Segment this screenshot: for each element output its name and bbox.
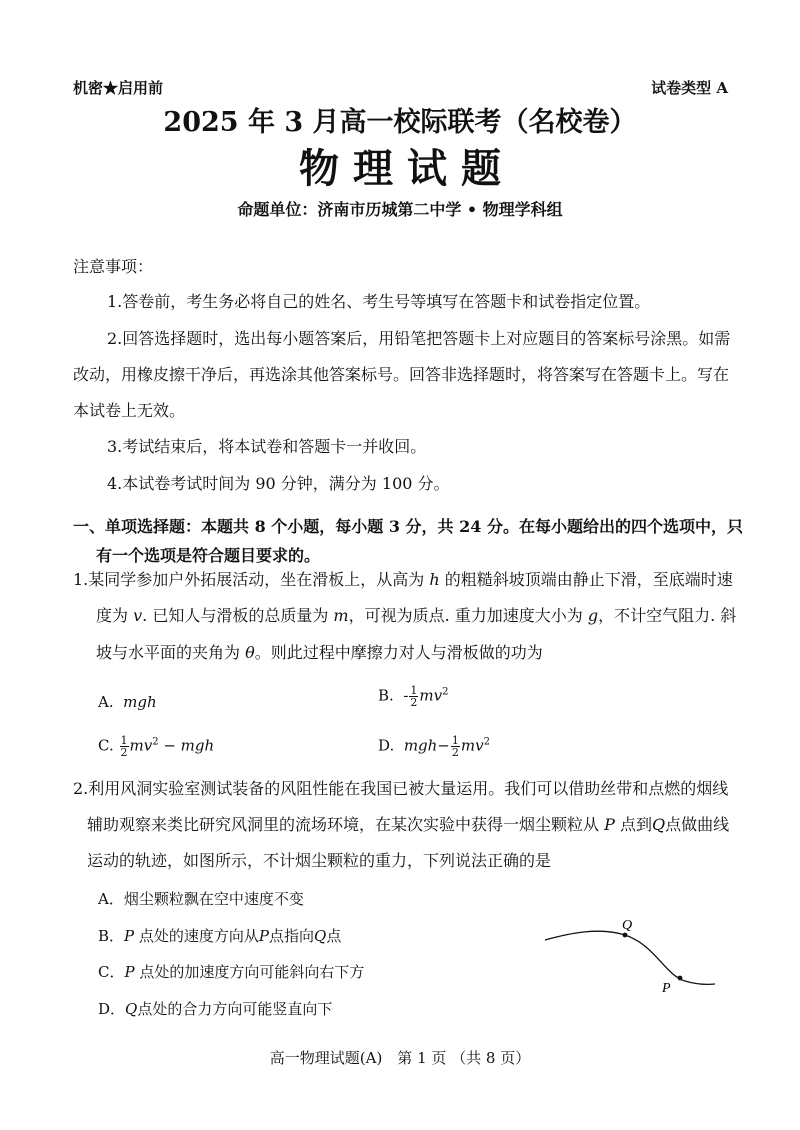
author-line: 命题单位：济南市历城第二中学 • 物理学科组 bbox=[237, 200, 563, 219]
q1-option-c[interactable]: C. $\frac{1}{2}$ $mv^2$ − mgh bbox=[98, 734, 215, 759]
q1-option-b[interactable]: B. - $\frac{1}{2}$ $mv^2$ bbox=[378, 684, 449, 709]
q2-option-a[interactable]: A．烟尘颗粒飘在空中速度不变 bbox=[98, 890, 304, 908]
q2-line-3: 运动的轨迹，如图所示，不计烟尘颗粒的重力，下列说法正确的是 bbox=[87, 851, 552, 870]
notice-item-1: 1.答卷前，考生务必将自己的姓名、考生号等填写在答题卡和试卷指定位置。 bbox=[107, 292, 651, 311]
notice-item-2: 2.回答选择题时，选出每小题答案后，用铅笔把答题卡上对应题目的答案标号涂黑。如需 bbox=[107, 329, 731, 348]
q2-option-c[interactable]: C．P 点处的加速度方向可能斜向右下方 bbox=[98, 963, 365, 981]
exam-title: 2025 年 3 月高一校际联考（名校卷） bbox=[163, 107, 637, 138]
label-p: P bbox=[662, 981, 671, 995]
fraction-half: $\frac{1}{2}$ bbox=[451, 734, 459, 759]
notice-item-4: 4.本试卷考试时间为 90 分钟，满分为 100 分。 bbox=[107, 474, 450, 493]
notice-item-2-end: 本试卷上无效。 bbox=[73, 401, 186, 420]
q1-line-3: 坡与水平面的夹角为 θ。则此过程中摩擦力对人与滑板做的功为 bbox=[96, 643, 543, 662]
confidential-label: 机密★启用前 bbox=[73, 79, 164, 97]
q1-line-2: 度为 v. 已知人与滑板的总质量为 m，可视为质点. 重力加速度大小为 g，不计空气阻力. 斜 bbox=[96, 606, 737, 625]
fraction-half: $\frac{1}{2}$ bbox=[120, 734, 128, 759]
trajectory-curve bbox=[545, 931, 715, 984]
q2-line-2: 辅助观察来类比研究风洞里的流场环境，在某次实验中获得一烟尘颗粒从 P 点到Q点做曲线 bbox=[87, 815, 730, 834]
section-heading-cont: 有一个选项是符合题目要求的。 bbox=[96, 546, 321, 565]
fraction-half: $\frac{1}{2}$ bbox=[410, 684, 418, 709]
trajectory-figure bbox=[540, 915, 720, 995]
q1-option-d[interactable]: D. mgh− $\frac{1}{2}$ $mv^2$ bbox=[378, 734, 490, 759]
point-p bbox=[678, 976, 683, 981]
section-heading: 一、单项选择题：本题共 8 个小题，每小题 3 分，共 24 分。在每小题给出的四个选项中，只 bbox=[73, 517, 743, 536]
q2-option-b[interactable]: B．P 点处的速度方向从P点指向Q点 bbox=[98, 927, 342, 945]
q1-line-1: 1.某同学参加户外拓展活动，坐在滑板上，从高为 h 的粗糙斜坡顶端由静止下滑，至底端时速 bbox=[73, 570, 733, 589]
notice-heading: 注意事项： bbox=[73, 257, 154, 276]
paper-type-label: 试卷类型 A bbox=[651, 79, 728, 97]
q2-line-1: 2.利用风洞实验室测试装备的风阻性能在我国已被大量运用。我们可以借助丝带和点燃的烟线 bbox=[73, 779, 729, 798]
subject-title: 物理试题 bbox=[299, 145, 515, 192]
q2-option-d[interactable]: D．Q点处的合力方向可能竖直向下 bbox=[98, 1000, 333, 1018]
label-q: Q bbox=[622, 918, 633, 933]
notice-item-2-cont: 改动，用橡皮擦干净后，再选涂其他答案标号。回答非选择题时，将答案写在答题卡上。写在 bbox=[73, 365, 730, 384]
page-footer: 高一物理试题(A) 第 1 页 （共 8 页） bbox=[269, 1049, 531, 1067]
point-q bbox=[623, 933, 628, 938]
notice-item-3: 3.考试结束后，将本试卷和答题卡一并收回。 bbox=[107, 437, 427, 456]
q1-option-a[interactable]: A. mgh bbox=[98, 693, 157, 711]
